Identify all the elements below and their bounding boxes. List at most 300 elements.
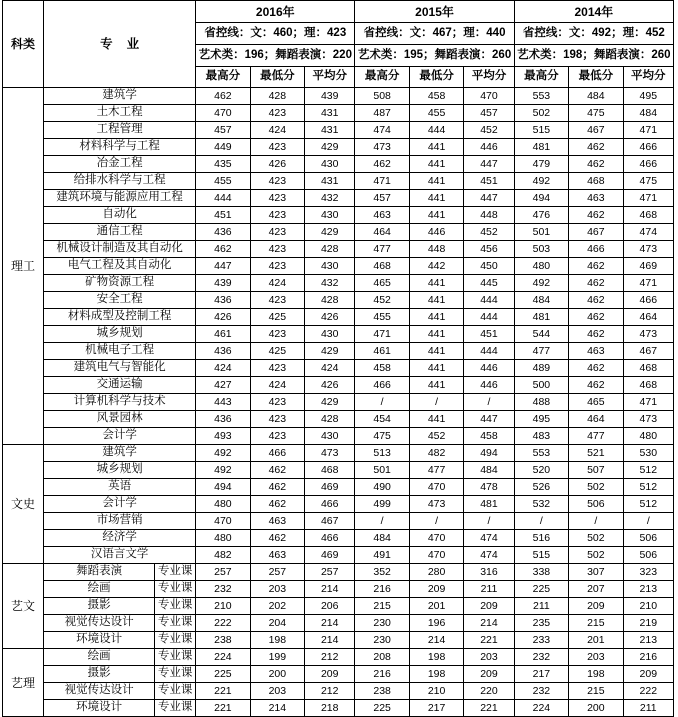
table-row bbox=[3, 377, 674, 394]
score-cell: 480 bbox=[196, 530, 250, 547]
score-cell: 432 bbox=[305, 275, 355, 292]
score-cell: 447 bbox=[196, 258, 250, 275]
score-cell: 436 bbox=[196, 343, 250, 360]
score-cell: 451 bbox=[464, 173, 514, 190]
score-cell: 553 bbox=[514, 88, 568, 105]
score-cell: 494 bbox=[196, 479, 250, 496]
score-cell: 209 bbox=[623, 666, 673, 683]
score-cell: 441 bbox=[409, 343, 463, 360]
course-type-cell: 专业课 bbox=[155, 615, 196, 632]
score-cell: 218 bbox=[305, 700, 355, 717]
score-cell: 462 bbox=[355, 156, 409, 173]
score-cell: 489 bbox=[514, 360, 568, 377]
score-cell: 450 bbox=[464, 258, 514, 275]
score-cell: 457 bbox=[196, 122, 250, 139]
table-row bbox=[3, 411, 674, 428]
score-cell: 462 bbox=[196, 88, 250, 105]
score-cell: 423 bbox=[250, 292, 304, 309]
major-cell: 经济学 bbox=[44, 530, 196, 547]
score-cell: 473 bbox=[623, 326, 673, 343]
art-line-2015: 艺术类：195；舞蹈表演：260 bbox=[355, 45, 514, 67]
score-cell: 430 bbox=[305, 258, 355, 275]
score-cell: 212 bbox=[305, 649, 355, 666]
score-cell: 232 bbox=[514, 683, 568, 700]
score-cell: 515 bbox=[514, 122, 568, 139]
score-cell: 257 bbox=[305, 564, 355, 581]
score-cell: 480 bbox=[196, 496, 250, 513]
major-cell: 英语 bbox=[44, 479, 196, 496]
score-cell: 215 bbox=[569, 615, 623, 632]
score-cell: 508 bbox=[355, 88, 409, 105]
score-cell: 463 bbox=[250, 547, 304, 564]
score-cell: 466 bbox=[305, 496, 355, 513]
score-cell: 427 bbox=[196, 377, 250, 394]
table-row bbox=[3, 156, 674, 173]
score-cell: 512 bbox=[623, 479, 673, 496]
score-cell: 423 bbox=[250, 224, 304, 241]
major-cell: 摄影 bbox=[44, 598, 155, 615]
score-cell: 216 bbox=[623, 649, 673, 666]
score-cell: 468 bbox=[305, 462, 355, 479]
table-row bbox=[3, 479, 674, 496]
score-cell: 456 bbox=[464, 241, 514, 258]
score-cell: 471 bbox=[623, 275, 673, 292]
score-cell: 198 bbox=[250, 632, 304, 649]
score-cell: 475 bbox=[569, 105, 623, 122]
major-cell: 交通运输 bbox=[44, 377, 196, 394]
table-row bbox=[3, 190, 674, 207]
score-cell: 225 bbox=[514, 581, 568, 598]
score-cell: 425 bbox=[250, 343, 304, 360]
score-cell: 512 bbox=[623, 462, 673, 479]
score-cell: 423 bbox=[250, 326, 304, 343]
table-row bbox=[3, 292, 674, 309]
major-cell: 矿物资源工程 bbox=[44, 275, 196, 292]
score-cell: 470 bbox=[409, 530, 463, 547]
score-cell: 446 bbox=[409, 224, 463, 241]
score-cell: 466 bbox=[569, 241, 623, 258]
score-cell: 462 bbox=[196, 241, 250, 258]
table-row bbox=[3, 462, 674, 479]
table-row bbox=[3, 496, 674, 513]
score-cell: 323 bbox=[623, 564, 673, 581]
score-cell: 431 bbox=[305, 105, 355, 122]
score-cell: 204 bbox=[250, 615, 304, 632]
score-cell: 224 bbox=[196, 649, 250, 666]
score-cell: 484 bbox=[569, 88, 623, 105]
score-cell: 462 bbox=[569, 326, 623, 343]
score-cell: 423 bbox=[250, 360, 304, 377]
score-cell: 470 bbox=[196, 105, 250, 122]
score-cell: 423 bbox=[250, 258, 304, 275]
score-cell: 468 bbox=[355, 258, 409, 275]
major-cell: 土木工程 bbox=[44, 105, 196, 122]
score-cell: 230 bbox=[355, 632, 409, 649]
score-cell: 444 bbox=[464, 309, 514, 326]
art-line-2014: 艺术类：198；舞蹈表演：260 bbox=[514, 45, 673, 67]
score-cell: 462 bbox=[569, 207, 623, 224]
major-cell: 建筑学 bbox=[44, 445, 196, 462]
score-cell: 500 bbox=[514, 377, 568, 394]
score-cell: 466 bbox=[623, 292, 673, 309]
table-row bbox=[3, 224, 674, 241]
control-line-2016: 省控线：文：460；理：423 bbox=[196, 23, 355, 45]
score-cell: 464 bbox=[355, 224, 409, 241]
score-cell: 216 bbox=[355, 581, 409, 598]
score-cell: 462 bbox=[569, 156, 623, 173]
score-cell: 431 bbox=[305, 122, 355, 139]
score-cell: 492 bbox=[196, 445, 250, 462]
score-cell: 211 bbox=[514, 598, 568, 615]
course-type-cell: 专业课 bbox=[155, 700, 196, 717]
score-cell: 473 bbox=[623, 411, 673, 428]
major-cell: 舞蹈表演 bbox=[44, 564, 155, 581]
score-cell: 441 bbox=[409, 156, 463, 173]
table-row bbox=[3, 105, 674, 122]
score-cell: 532 bbox=[514, 496, 568, 513]
table-row bbox=[3, 700, 674, 717]
score-cell: 447 bbox=[464, 190, 514, 207]
table-row bbox=[3, 343, 674, 360]
course-type-cell: 专业课 bbox=[155, 666, 196, 683]
score-cell: 493 bbox=[196, 428, 250, 445]
major-cell: 安全工程 bbox=[44, 292, 196, 309]
score-cell: 506 bbox=[623, 547, 673, 564]
major-cell: 机械设计制造及其自动化 bbox=[44, 241, 196, 258]
score-cell: 468 bbox=[623, 207, 673, 224]
year-header-2014: 2014年 bbox=[514, 1, 673, 23]
art-line-2016: 艺术类：196；舞蹈表演：220 bbox=[196, 45, 355, 67]
score-cell: 210 bbox=[196, 598, 250, 615]
score-cell: 213 bbox=[623, 581, 673, 598]
score-cell: 461 bbox=[355, 343, 409, 360]
score-cell: 482 bbox=[196, 547, 250, 564]
score-cell: 198 bbox=[409, 666, 463, 683]
score-cell: 494 bbox=[514, 190, 568, 207]
table-row bbox=[3, 598, 674, 615]
score-cell: 488 bbox=[514, 394, 568, 411]
score-cell: 462 bbox=[250, 462, 304, 479]
score-cell: 501 bbox=[514, 224, 568, 241]
score-cell: 224 bbox=[514, 700, 568, 717]
score-cell: 470 bbox=[464, 88, 514, 105]
header-row-years bbox=[3, 1, 674, 23]
score-cell: 457 bbox=[464, 105, 514, 122]
course-type-cell: 专业课 bbox=[155, 649, 196, 666]
year-header-2016: 2016年 bbox=[196, 1, 355, 23]
score-label-avg-2015: 平均分 bbox=[464, 67, 514, 88]
score-cell: 215 bbox=[355, 598, 409, 615]
table-row bbox=[3, 173, 674, 190]
major-cell: 城乡规划 bbox=[44, 462, 196, 479]
control-line-2015: 省控线：文：467；理：440 bbox=[355, 23, 514, 45]
score-cell: 474 bbox=[623, 224, 673, 241]
score-label-min-2016: 最低分 bbox=[250, 67, 304, 88]
score-cell: 221 bbox=[196, 700, 250, 717]
major-cell: 给排水科学与工程 bbox=[44, 173, 196, 190]
score-cell: 441 bbox=[409, 207, 463, 224]
score-cell: 430 bbox=[305, 156, 355, 173]
score-cell: 423 bbox=[250, 428, 304, 445]
score-cell: 209 bbox=[464, 666, 514, 683]
score-cell: 429 bbox=[305, 224, 355, 241]
score-cell: 452 bbox=[409, 428, 463, 445]
table-row bbox=[3, 513, 674, 530]
score-cell: 209 bbox=[569, 598, 623, 615]
score-cell: 464 bbox=[623, 309, 673, 326]
score-cell: 484 bbox=[514, 292, 568, 309]
score-cell: 494 bbox=[464, 445, 514, 462]
score-cell: 441 bbox=[409, 326, 463, 343]
score-cell: 210 bbox=[409, 683, 463, 700]
score-cell: 423 bbox=[250, 207, 304, 224]
score-cell: 492 bbox=[514, 173, 568, 190]
score-cell: 439 bbox=[196, 275, 250, 292]
major-cell: 计算机科学与技术 bbox=[44, 394, 196, 411]
table-row bbox=[3, 139, 674, 156]
major-cell: 摄影 bbox=[44, 666, 155, 683]
score-cell: 495 bbox=[623, 88, 673, 105]
score-cell: 462 bbox=[569, 360, 623, 377]
course-type-cell: 专业课 bbox=[155, 598, 196, 615]
score-cell: 426 bbox=[305, 377, 355, 394]
score-label-max-2014: 最高分 bbox=[514, 67, 568, 88]
score-cell: 553 bbox=[514, 445, 568, 462]
score-cell: 466 bbox=[623, 139, 673, 156]
score-cell: 222 bbox=[196, 615, 250, 632]
score-cell: 503 bbox=[514, 241, 568, 258]
score-cell: 238 bbox=[196, 632, 250, 649]
score-cell: 428 bbox=[305, 241, 355, 258]
score-cell: 439 bbox=[305, 88, 355, 105]
major-cell: 视觉传达设计 bbox=[44, 683, 155, 700]
score-cell: 441 bbox=[409, 360, 463, 377]
score-cell: / bbox=[355, 394, 409, 411]
score-cell: 471 bbox=[355, 173, 409, 190]
score-cell: 473 bbox=[355, 139, 409, 156]
score-cell: 280 bbox=[409, 564, 463, 581]
score-cell: 430 bbox=[305, 326, 355, 343]
score-cell: 429 bbox=[305, 139, 355, 156]
score-cell: 470 bbox=[409, 547, 463, 564]
major-cell: 建筑环境与能源应用工程 bbox=[44, 190, 196, 207]
score-cell: 423 bbox=[250, 139, 304, 156]
score-cell: 492 bbox=[196, 462, 250, 479]
score-cell: 526 bbox=[514, 479, 568, 496]
major-cell: 机械电子工程 bbox=[44, 343, 196, 360]
score-cell: 201 bbox=[569, 632, 623, 649]
score-cell: 217 bbox=[514, 666, 568, 683]
score-cell: 423 bbox=[250, 190, 304, 207]
score-cell: 463 bbox=[569, 343, 623, 360]
course-type-cell: 专业课 bbox=[155, 564, 196, 581]
score-cell: 232 bbox=[196, 581, 250, 598]
major-cell: 冶金工程 bbox=[44, 156, 196, 173]
score-label-min-2014: 最低分 bbox=[569, 67, 623, 88]
score-cell: 198 bbox=[569, 666, 623, 683]
score-cell: 316 bbox=[464, 564, 514, 581]
table-row bbox=[3, 360, 674, 377]
table-row bbox=[3, 88, 674, 105]
course-type-cell: 专业课 bbox=[155, 632, 196, 649]
score-cell: 441 bbox=[409, 377, 463, 394]
score-cell: 441 bbox=[409, 275, 463, 292]
major-cell: 视觉传达设计 bbox=[44, 615, 155, 632]
score-cell: 502 bbox=[569, 530, 623, 547]
score-cell: 516 bbox=[514, 530, 568, 547]
score-cell: 435 bbox=[196, 156, 250, 173]
score-cell: 212 bbox=[305, 683, 355, 700]
category-cell: 艺理 bbox=[3, 649, 44, 717]
score-cell: 470 bbox=[196, 513, 250, 530]
score-cell: 441 bbox=[409, 411, 463, 428]
score-cell: 544 bbox=[514, 326, 568, 343]
score-cell: 423 bbox=[250, 241, 304, 258]
score-cell: 447 bbox=[464, 411, 514, 428]
score-cell: 521 bbox=[569, 445, 623, 462]
score-cell: 447 bbox=[464, 156, 514, 173]
score-cell: / bbox=[623, 513, 673, 530]
score-cell: 490 bbox=[355, 479, 409, 496]
score-cell: 487 bbox=[355, 105, 409, 122]
score-cell: 200 bbox=[250, 666, 304, 683]
score-cell: 257 bbox=[196, 564, 250, 581]
score-cell: 462 bbox=[569, 275, 623, 292]
table-row bbox=[3, 122, 674, 139]
score-cell: 203 bbox=[464, 649, 514, 666]
score-cell: 465 bbox=[355, 275, 409, 292]
score-cell: 210 bbox=[623, 598, 673, 615]
major-cell: 自动化 bbox=[44, 207, 196, 224]
score-cell: 238 bbox=[355, 683, 409, 700]
major-cell: 市场营销 bbox=[44, 513, 196, 530]
score-cell: 462 bbox=[569, 309, 623, 326]
score-cell: 469 bbox=[623, 258, 673, 275]
score-label-max-2015: 最高分 bbox=[355, 67, 409, 88]
table-row bbox=[3, 394, 674, 411]
score-cell: 235 bbox=[514, 615, 568, 632]
score-cell: 491 bbox=[355, 547, 409, 564]
score-cell: 203 bbox=[250, 581, 304, 598]
score-cell: 499 bbox=[355, 496, 409, 513]
score-cell: 436 bbox=[196, 224, 250, 241]
score-cell: 444 bbox=[409, 122, 463, 139]
score-cell: 468 bbox=[569, 173, 623, 190]
table-row bbox=[3, 445, 674, 462]
score-cell: 462 bbox=[569, 258, 623, 275]
score-cell: 452 bbox=[464, 122, 514, 139]
score-cell: 462 bbox=[250, 530, 304, 547]
score-cell: 467 bbox=[305, 513, 355, 530]
score-cell: 214 bbox=[305, 615, 355, 632]
score-cell: 443 bbox=[196, 394, 250, 411]
score-cell: 424 bbox=[250, 377, 304, 394]
score-cell: 452 bbox=[355, 292, 409, 309]
score-cell: 468 bbox=[623, 377, 673, 394]
score-cell: 506 bbox=[569, 496, 623, 513]
score-cell: 463 bbox=[569, 190, 623, 207]
category-cell: 艺文 bbox=[3, 564, 44, 649]
score-cell: 477 bbox=[355, 241, 409, 258]
score-cell: 492 bbox=[514, 275, 568, 292]
score-cell: 479 bbox=[514, 156, 568, 173]
score-label-max-2016: 最高分 bbox=[196, 67, 250, 88]
score-cell: 199 bbox=[250, 649, 304, 666]
score-cell: 502 bbox=[569, 547, 623, 564]
score-cell: 429 bbox=[305, 394, 355, 411]
score-cell: 476 bbox=[514, 207, 568, 224]
score-cell: 530 bbox=[623, 445, 673, 462]
table-row bbox=[3, 649, 674, 666]
score-cell: 466 bbox=[305, 530, 355, 547]
score-cell: 484 bbox=[623, 105, 673, 122]
major-cell: 建筑学 bbox=[44, 88, 196, 105]
score-cell: / bbox=[409, 513, 463, 530]
major-cell: 材料成型及控制工程 bbox=[44, 309, 196, 326]
score-cell: 484 bbox=[355, 530, 409, 547]
major-cell: 通信工程 bbox=[44, 224, 196, 241]
table-row bbox=[3, 258, 674, 275]
score-cell: 196 bbox=[409, 615, 463, 632]
score-cell: 481 bbox=[514, 139, 568, 156]
score-cell: 446 bbox=[464, 377, 514, 394]
major-cell: 工程管理 bbox=[44, 122, 196, 139]
score-cell: 475 bbox=[355, 428, 409, 445]
major-cell: 风景园林 bbox=[44, 411, 196, 428]
score-cell: 436 bbox=[196, 292, 250, 309]
score-cell: / bbox=[514, 513, 568, 530]
score-cell: 467 bbox=[569, 122, 623, 139]
score-cell: 474 bbox=[464, 530, 514, 547]
score-cell: 215 bbox=[569, 683, 623, 700]
year-header-2015: 2015年 bbox=[355, 1, 514, 23]
table-row bbox=[3, 615, 674, 632]
score-cell: 444 bbox=[464, 343, 514, 360]
score-cell: 495 bbox=[514, 411, 568, 428]
score-cell: 467 bbox=[623, 343, 673, 360]
score-cell: 232 bbox=[514, 649, 568, 666]
score-cell: 211 bbox=[464, 581, 514, 598]
score-cell: 481 bbox=[464, 496, 514, 513]
score-cell: 203 bbox=[569, 649, 623, 666]
score-cell: 214 bbox=[305, 581, 355, 598]
category-cell: 理工 bbox=[3, 88, 44, 445]
score-cell: 462 bbox=[250, 479, 304, 496]
score-cell: 428 bbox=[250, 88, 304, 105]
score-cell: 462 bbox=[569, 139, 623, 156]
score-cell: 507 bbox=[569, 462, 623, 479]
table-row bbox=[3, 564, 674, 581]
score-cell: 441 bbox=[409, 139, 463, 156]
control-line-2014: 省控线：文：492；理：452 bbox=[514, 23, 673, 45]
major-cell: 建筑电气与智能化 bbox=[44, 360, 196, 377]
table-row bbox=[3, 275, 674, 292]
score-cell: 455 bbox=[196, 173, 250, 190]
score-cell: 436 bbox=[196, 411, 250, 428]
score-cell: 441 bbox=[409, 292, 463, 309]
table-row bbox=[3, 207, 674, 224]
score-cell: / bbox=[409, 394, 463, 411]
score-cell: 469 bbox=[305, 479, 355, 496]
score-cell: 463 bbox=[355, 207, 409, 224]
major-cell: 绘画 bbox=[44, 649, 155, 666]
table-row bbox=[3, 581, 674, 598]
score-cell: 445 bbox=[464, 275, 514, 292]
score-cell: 477 bbox=[514, 343, 568, 360]
score-cell: 209 bbox=[305, 666, 355, 683]
score-cell: 454 bbox=[355, 411, 409, 428]
score-cell: 198 bbox=[409, 649, 463, 666]
